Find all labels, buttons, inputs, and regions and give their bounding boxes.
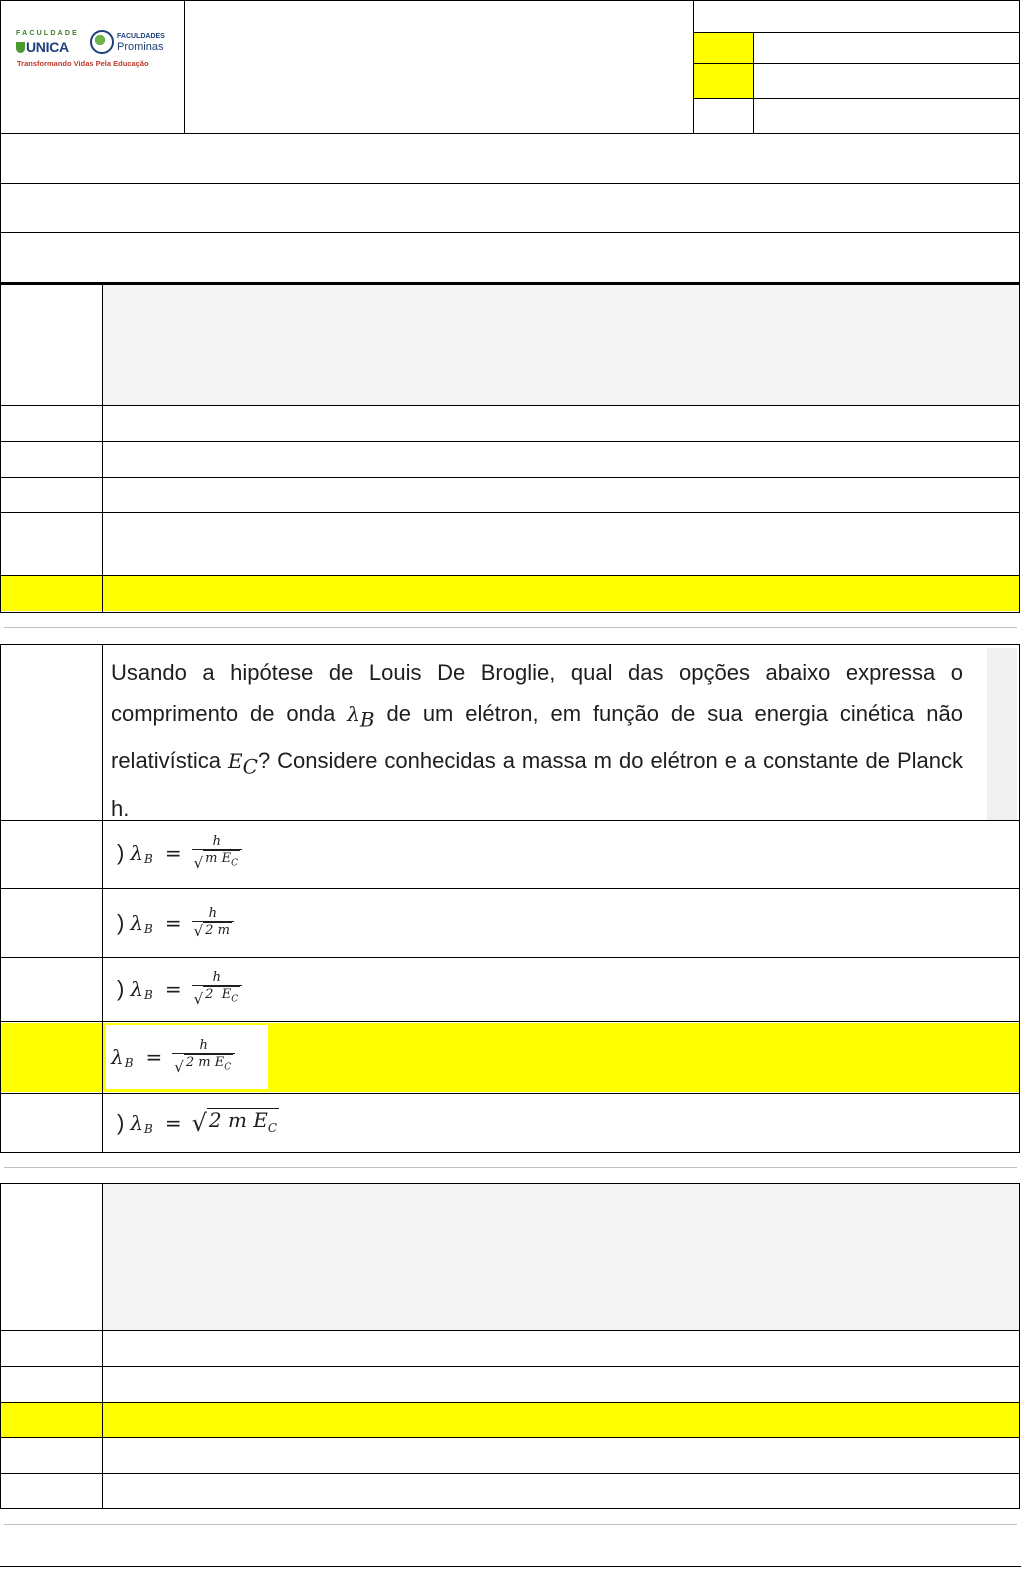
section-separator [4,1167,1017,1168]
question-2-option-5[interactable]: ) λ B = √ 2 m $E_C$ [117,1107,278,1137]
question-3-option-2[interactable] [103,1367,1019,1402]
question-3-option-4[interactable] [103,1438,1019,1473]
question-3-option-5[interactable] [103,1474,1019,1508]
shield-icon [16,42,25,53]
question-1-option-1[interactable] [103,406,1019,441]
question-3-option-3[interactable] [103,1403,1019,1437]
question-1-option-4[interactable] [103,513,1019,575]
logo-prominas-text: Prominas [117,41,164,53]
question-2-text: Usando a hipótese de Louis De Broglie, qual das opções abaixo expressa o comprimento de onda $\lambda_B$ de um elétron, em função de sua energia cinética não relativística $E_C$? Considere conhecidas a massa m do elétron e a constante de Planck h. [111,660,963,821]
question-1-option-2[interactable] [103,442,1019,477]
question-1-option-5[interactable] [103,576,1019,611]
question-2-option-3[interactable]: ) λ B = h √ 2 $E_C$ [117,964,242,1014]
logo-unica-text: UNICA [16,39,69,55]
logo-faculdades-text: FACULDADES [117,33,165,40]
logo-tagline: Transformando Vidas Pela Educação [17,59,149,68]
header-highlight-cell-2 [694,64,753,98]
page-bottom-rule [0,1566,1021,1567]
question-1-option-3[interactable] [103,478,1019,512]
globe-icon [90,30,114,54]
header-row-3 [0,232,1020,284]
section-separator [4,627,1017,628]
question-2-option-2[interactable]: ) λ B = h √ 2 m [117,898,234,948]
header-row-1 [0,133,1020,184]
logo-faculdade-text: FACULDADE [16,30,79,37]
section-separator [4,1524,1017,1525]
header-row-2 [0,183,1020,233]
institution-logo [16,28,176,72]
question-2-option-4[interactable]: λ B = h √ 2 m $E_C$ [111,1032,235,1082]
question-2-option-1[interactable]: ) λ B = h √ m $E_C$ [117,828,242,878]
question-3-option-1[interactable] [103,1331,1019,1366]
header-highlight-cell-1 [694,33,753,63]
